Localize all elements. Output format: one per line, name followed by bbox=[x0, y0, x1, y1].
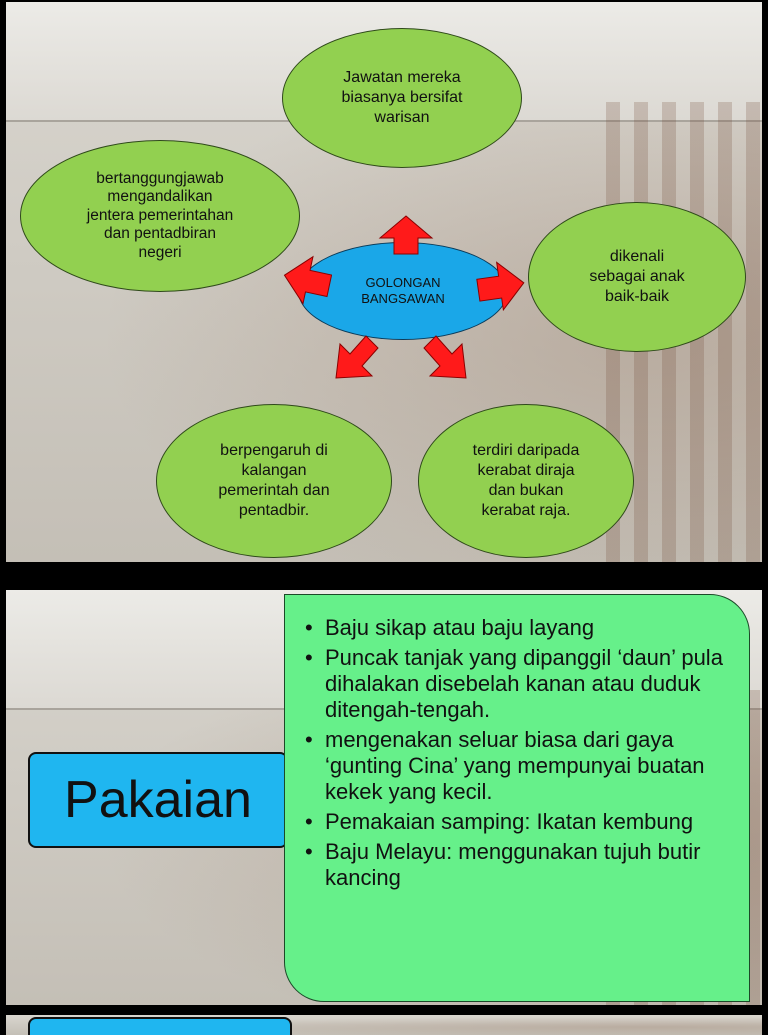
bullet-item: • Baju Melayu: menggunakan tujuh butir kancing bbox=[303, 839, 727, 891]
bubble-left: bertanggungjawab mengandalikan jentera pemerintahan dan pentadbiran negeri bbox=[20, 140, 300, 292]
pakaian-content-box bbox=[284, 594, 750, 1002]
arrow-left-icon bbox=[282, 254, 332, 306]
arrow-down-right-icon bbox=[418, 330, 472, 382]
bullet-item: • mengenakan seluar biasa dari gaya ‘gunting Cina’ yang mempunyai buatan kekek yang kecil. bbox=[303, 727, 727, 805]
pakaian-bullet-list bbox=[303, 615, 727, 891]
slide-next-partial bbox=[6, 1015, 762, 1035]
arrow-up-icon bbox=[378, 214, 434, 256]
bubble-top: Jawatan mereka biasanya bersifat warisan bbox=[282, 28, 522, 168]
arrow-right-icon bbox=[476, 260, 526, 312]
center-bubble: GOLONGAN BANGSAWAN bbox=[298, 242, 508, 340]
pakaian-title: Pakaian bbox=[28, 752, 288, 848]
bullet-item: • Baju sikap atau baju layang bbox=[303, 615, 727, 641]
arrow-down-left-icon bbox=[330, 330, 384, 382]
next-title-box bbox=[28, 1017, 292, 1035]
bubble-bottom-right: terdiri daripada kerabat diraja dan bukan kerabat raja. bbox=[418, 404, 634, 558]
bullet-item: • Pemakaian samping: Ikatan kembung bbox=[303, 809, 727, 835]
bubble-right: dikenali sebagai anak baik-baik bbox=[528, 202, 746, 352]
slide-pakaian bbox=[6, 590, 762, 1005]
bullet-item: • Puncak tanjak yang dipanggil ‘daun’ pula dihalakan disebelah kanan atau duduk ditengah-tengah. bbox=[303, 645, 727, 723]
bubble-bottom-left: berpengaruh di kalangan pemerintah dan pentadbir. bbox=[156, 404, 392, 558]
slide-golongan-bangsawan bbox=[6, 2, 762, 562]
